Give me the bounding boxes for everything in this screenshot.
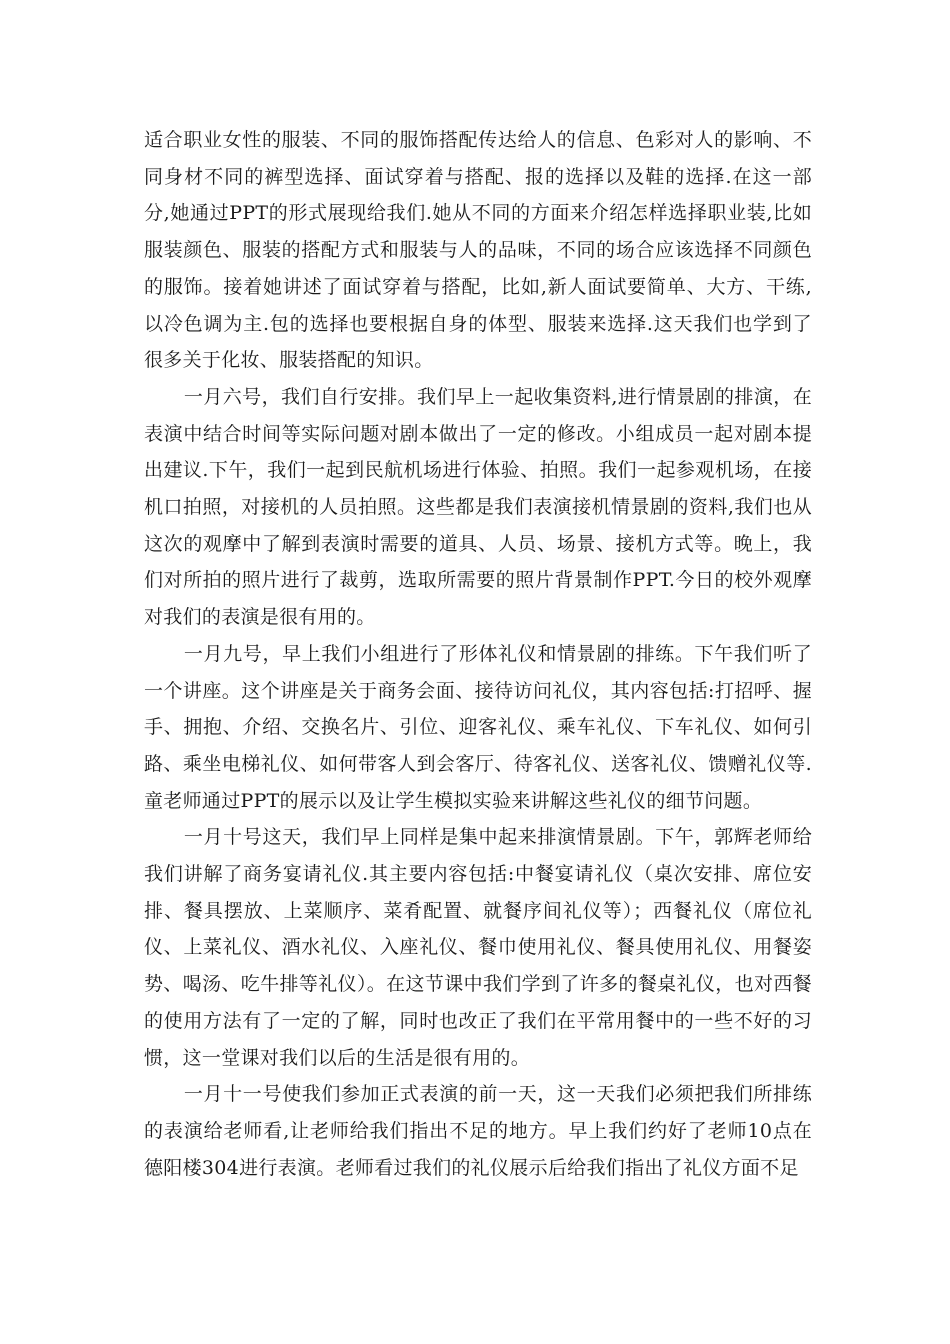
paragraph-4: 一月十号这天，我们早上同样是集中起来排演情景剧。下午，郭辉老师给我们讲解了商务宴请礼仪.其主要内容包括:中餐宴请礼仪（桌次安排、席位安排、餐具摆放、上菜顺序、菜肴配置、就餐序间礼仪等）；西餐礼仪（席位礼仪、上菜礼仪、酒水礼仪、入座礼仪、餐巾使用礼仪、餐具使用礼仪、用餐姿势、喝汤、吃牛排等礼仪）。在这节课中我们学到了许多的餐桌礼仪，也对西餐的使用方法有了一定的了解，同时也改正了我们在平常用餐中的一些不好的习惯，这一堂课对我们以后的生活是很有用的。 — [144, 826, 812, 1069]
paragraph-3: 一月九号，早上我们小组进行了形体礼仪和情景剧的排练。下午我们听了一个讲座。这个讲座是关于商务会面、接待访问礼仪，其内容包括:打招呼、握手、拥抱、介绍、交换名片、引位、迎客礼仪、乘车礼仪、下车礼仪、如何引路、乘坐电梯礼仪、如何带客人到会客厅、待客礼仪、送客礼仪、馈赠礼仪等.童老师通过PPT的展示以及让学生模拟实验来讲解这些礼仪的细节问题。 — [144, 642, 812, 812]
paragraph-5: 一月十一号使我们参加正式表演的前一天，这一天我们必须把我们所排练的表演给老师看,让老师给我们指出不足的地方。早上我们约好了老师10点在德阳楼304进行表演。老师看过我们的礼仪展示后给我们指出了礼仪方面不足 — [144, 1083, 812, 1179]
document-body — [144, 122, 812, 1186]
paragraph-1: 适合职业女性的服装、不同的服饰搭配传达给人的信息、色彩对人的影响、不同身材不同的裤型选择、面试穿着与搭配、报的选择以及鞋的选择.在这一部分,她通过PPT的形式展现给我们.她从不同的方面来介绍怎样选择职业装,比如服装颜色、服装的搭配方式和服装与人的品味，不同的场合应该选择不同颜色的服饰。接着她讲述了面试穿着与搭配，比如,新人面试要简单、大方、干练,以冷色调为主.包的选择也要根据自身的体型、服装来选择.这天我们也学到了很多关于化妆、服装搭配的知识。 — [144, 129, 812, 372]
paragraph-2: 一月六号，我们自行安排。我们早上一起收集资料,进行情景剧的排演，在表演中结合时间等实际问题对剧本做出了一定的修改。小组成员一起对剧本提出建议.下午，我们一起到民航机场进行体验、拍照。我们一起参观机场，在接机口拍照，对接机的人员拍照。这些都是我们表演接机情景剧的资料,我们也从这次的观摩中了解到表演时需要的道具、人员、场景、接机方式等。晚上，我们对所拍的照片进行了裁剪，选取所需要的照片背景制作PPT.今日的校外观摩对我们的表演是很有用的。 — [144, 385, 812, 629]
